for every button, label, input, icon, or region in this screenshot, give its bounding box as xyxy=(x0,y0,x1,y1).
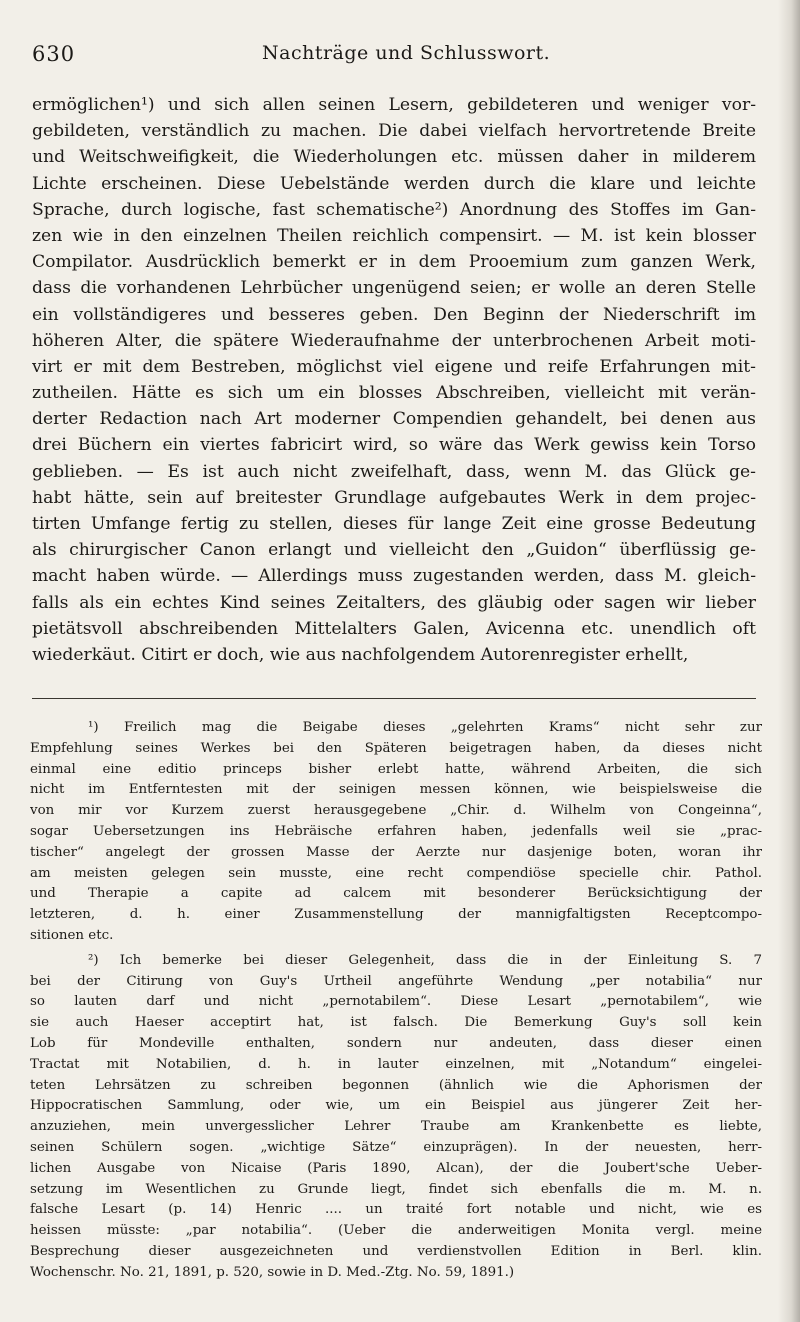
footnote-line: nicht im Entferntesten mit der seinigen messen können, wie beispielsweise die xyxy=(30,782,762,798)
body-line: ein vollständigeres und besseres geben. Den Beginn der Niederschrift im xyxy=(32,304,756,325)
footnote-line: letzteren, d. h. einer Zusammenstellung der mannigfaltigsten Receptcompo- xyxy=(30,907,762,923)
footnote-2 xyxy=(30,951,762,1284)
page-number: 630 xyxy=(32,42,76,66)
footnote-line: lichen Ausgabe von Nicaise (Paris 1890, Alcan), der die Joubert'sche Ueber- xyxy=(30,1160,762,1176)
footnote-line: heissen müsste: „par notabilia“. (Ueber die anderweitigen Monita vergl. meine xyxy=(30,1223,762,1239)
body-line: zen wie in den einzelnen Theilen reichlich compensirt. — M. ist kein blosser xyxy=(32,225,756,246)
footnote-line: anzuziehen, mein unvergesslicher Lehrer Traube am Krankenbette es liebte, xyxy=(30,1119,762,1135)
footnote-line: sitionen etc. xyxy=(30,927,114,943)
footnote-line: bei der Citirung von Guy's Urtheil angeführte Wendung „per notabilia“ nur xyxy=(30,973,762,989)
footnote-line: so lauten darf und nicht „pernotabilem“. Diese Lesart „pernotabilem“, wie xyxy=(30,994,762,1010)
footnote-1 xyxy=(30,718,762,947)
footnote-line: Wochenschr. No. 21, 1891, p. 520, sowie in D. Med.-Ztg. No. 59, 1891.) xyxy=(30,1264,515,1280)
body-line: ermöglichen¹) und sich allen seinen Lesern, gebildeteren und weniger vor- xyxy=(32,95,756,115)
body-line: gebildeten, verständlich zu machen. Die dabei vielfach hervortretende Breite xyxy=(32,121,756,142)
footnote-line: seinen Schülern sogen. „wichtige Sätze“ einzuprägen). In der neuesten, herr- xyxy=(30,1139,762,1155)
footnotes xyxy=(30,718,762,1284)
body-line: wiederkäut. Citirt er doch, wie aus nachfolgendem Autorenregister erhellt, xyxy=(32,644,689,665)
footnote-line: einmal eine editio princeps bisher erlebt hatte, während Arbeiten, die sich xyxy=(30,761,762,777)
body-line: falls als ein echtes Kind seines Zeitalters, des gläubig oder sagen wir lieber xyxy=(32,592,756,613)
body-line: höheren Alter, die spätere Wiederaufnahme der unterbrochenen Arbeit moti- xyxy=(32,330,756,351)
body-line: und Weitschweifigkeit, die Wiederholungen etc. müssen daher in milderem xyxy=(32,147,756,168)
body-line: virt er mit dem Bestreben, möglichst viel eigene und reife Erfahrungen mit- xyxy=(32,356,756,377)
main-text xyxy=(32,92,756,668)
body-line: tirten Umfange fertig zu stellen, dieses für lange Zeit eine grosse Bedeutung xyxy=(32,514,756,534)
footnote-line: von mir vor Kurzem zuerst herausgegebene „Chir. d. Wilhelm von Congeinna“, xyxy=(30,803,762,819)
body-line: pietätsvoll abschreibenden Mittelalters Galen, Avicenna etc. unendlich oft xyxy=(32,618,756,639)
body-line: zutheilen. Hätte es sich um ein blosses Abschreiben, vielleicht mit verän- xyxy=(32,383,756,404)
body-line: habt hätte, sein auf breitester Grundlage aufgebautes Werk in dem projec- xyxy=(32,487,756,508)
footnote-line: ²) Ich bemerke bei dieser Gelegenheit, dass die in der Einleitung S. 7 xyxy=(88,952,762,968)
page-header xyxy=(32,42,772,72)
body-line: derter Redaction nach Art moderner Compendien gehandelt, bei denen aus xyxy=(32,409,756,430)
footnote-line: Hippocratischen Sammlung, oder wie, um ein Beispiel aus jüngerer Zeit her- xyxy=(30,1098,762,1114)
body-line: als chirurgischer Canon erlangt und vielleicht den „Guidon“ überflüssig ge- xyxy=(32,540,756,561)
footnote-line: sie auch Haeser acceptirt hat, ist falsch. Die Bemerkung Guy's soll kein xyxy=(30,1015,762,1031)
running-head: Nachträge und Schlusswort. xyxy=(262,42,551,64)
body-line: Sprache, durch logische, fast schematische²) Anordnung des Stoffes im Gan- xyxy=(32,199,756,220)
body-line: macht haben würde. — Allerdings muss zugestanden werden, dass M. gleich- xyxy=(32,566,756,587)
footnote-separator xyxy=(32,698,756,699)
footnote-line: Lob für Mondeville enthalten, sondern nur andeuten, dass dieser einen xyxy=(30,1035,762,1051)
footnote-line: falsche Lesart (p. 14) Henric .... un traité fort notable und nicht, wie es xyxy=(30,1202,762,1218)
body-line: geblieben. — Es ist auch nicht zweifelhaft, dass, wenn M. das Glück ge- xyxy=(32,461,756,482)
body-line: Lichte erscheinen. Diese Uebelstände werden durch die klare und leichte xyxy=(32,173,756,194)
footnote-line: ¹) Freilich mag die Beigabe dieses „gelehrten Krams“ nicht sehr zur xyxy=(88,720,762,735)
footnote-line: Tractat mit Notabilien, d. h. in lauter einzelnen, mit „Notandum“ eingelei- xyxy=(30,1056,762,1072)
footnote-line: Empfehlung seines Werkes bei den Späteren beigetragen haben, da dieses nicht xyxy=(30,740,762,756)
body-line: dass die vorhandenen Lehrbücher ungenügend seien; er wolle an deren Stelle xyxy=(32,278,756,299)
page-edge-shadow xyxy=(778,0,800,1322)
footnote-line: sogar Uebersetzungen ins Hebräische erfahren haben, jedenfalls weil sie „prac- xyxy=(30,823,762,839)
footnote-line: und Therapie a capite ad calcem mit besonderer Berücksichtigung der xyxy=(30,886,762,902)
footnote-line: setzung im Wesentlichen zu Grunde liegt, findet sich ebenfalls die m. M. n. xyxy=(30,1181,762,1197)
body-line: drei Büchern ein viertes fabricirt wird, so wäre das Werk gewiss kein Torso xyxy=(32,435,756,456)
footnote-line: teten Lehrsätzen zu schreiben begonnen (ähnlich wie die Aphorismen der xyxy=(30,1077,762,1093)
footnote-line: tischer“ angelegt der grossen Masse der Aerzte nur dasjenige boten, woran ihr xyxy=(30,844,762,860)
footnote-line: am meisten gelegen sein musste, eine recht compendiöse specielle chir. Pathol. xyxy=(30,865,762,881)
body-line: Compilator. Ausdrücklich bemerkt er in dem Prooemium zum ganzen Werk, xyxy=(32,252,756,273)
footnote-line: Besprechung dieser ausgezeichneten und verdienstvollen Edition in Berl. klin. xyxy=(30,1243,762,1259)
